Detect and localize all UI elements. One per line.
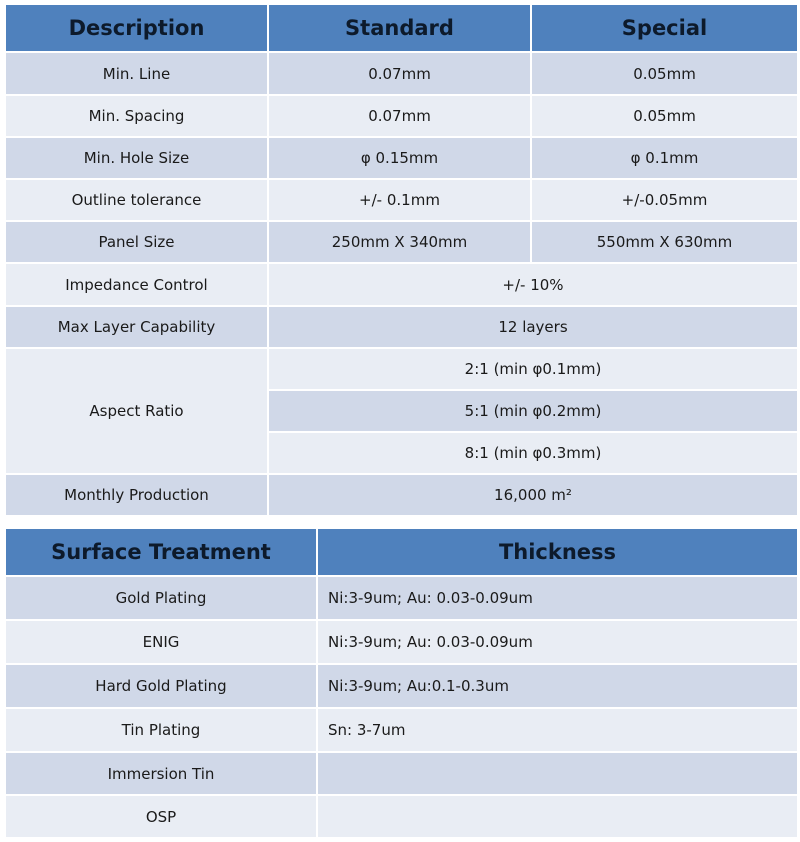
header-description: Description [5,4,268,52]
special-value: 0.05mm [531,95,798,137]
treatment-name: OSP [5,795,317,838]
table-row [5,474,798,516]
thickness-value: Ni:3-9um; Au: 0.03-0.09um [317,620,798,664]
standard-value: 250mm X 340mm [268,221,531,263]
surface-header-row [5,528,798,576]
merged-value: 16,000 m² [268,474,798,516]
row-label: Min. Spacing [5,95,268,137]
row-label: Min. Hole Size [5,137,268,179]
special-value: 0.05mm [531,52,798,95]
row-label: Outline tolerance [5,179,268,221]
standard-value: 0.07mm [268,95,531,137]
treatment-name: Immersion Tin [5,752,317,795]
header-standard: Standard [268,4,531,52]
header-surface-treatment: Surface Treatment [5,528,317,576]
table-row [5,576,798,620]
standard-value: φ 0.15mm [268,137,531,179]
aspect-ratio-value: 8:1 (min φ0.3mm) [268,432,798,474]
merged-value: +/- 10% [268,263,798,306]
standard-value: +/- 0.1mm [268,179,531,221]
surface-treatment-table [4,527,799,839]
thickness-value [317,752,798,795]
row-label: Monthly Production [5,474,268,516]
table-row [5,752,798,795]
row-label: Panel Size [5,221,268,263]
thickness-value: Sn: 3-7um [317,708,798,752]
treatment-name: Gold Plating [5,576,317,620]
table-row [5,306,798,348]
merged-value: 12 layers [268,306,798,348]
treatment-name: Tin Plating [5,708,317,752]
treatment-name: ENIG [5,620,317,664]
table-row [5,221,798,263]
table-row [5,620,798,664]
special-value: φ 0.1mm [531,137,798,179]
row-label: Min. Line [5,52,268,95]
aspect-ratio-value: 2:1 (min φ0.1mm) [268,348,798,390]
header-thickness: Thickness [317,528,798,576]
table-row [5,263,798,306]
thickness-value [317,795,798,838]
standard-value: 0.07mm [268,52,531,95]
table-row [5,795,798,838]
treatment-name: Hard Gold Plating [5,664,317,708]
table-row [5,95,798,137]
table-row [5,179,798,221]
row-label: Impedance Control [5,263,268,306]
table-row [5,137,798,179]
table-row [5,708,798,752]
row-label: Aspect Ratio [5,348,268,474]
table-row [5,348,798,390]
thickness-value: Ni:3-9um; Au: 0.03-0.09um [317,576,798,620]
row-label: Max Layer Capability [5,306,268,348]
aspect-ratio-value: 5:1 (min φ0.2mm) [268,390,798,432]
spec-header-row [5,4,798,52]
special-value: 550mm X 630mm [531,221,798,263]
table-row [5,664,798,708]
special-value: +/-0.05mm [531,179,798,221]
header-special: Special [531,4,798,52]
thickness-value: Ni:3-9um; Au:0.1-0.3um [317,664,798,708]
specifications-table [4,3,799,517]
table-row [5,52,798,95]
